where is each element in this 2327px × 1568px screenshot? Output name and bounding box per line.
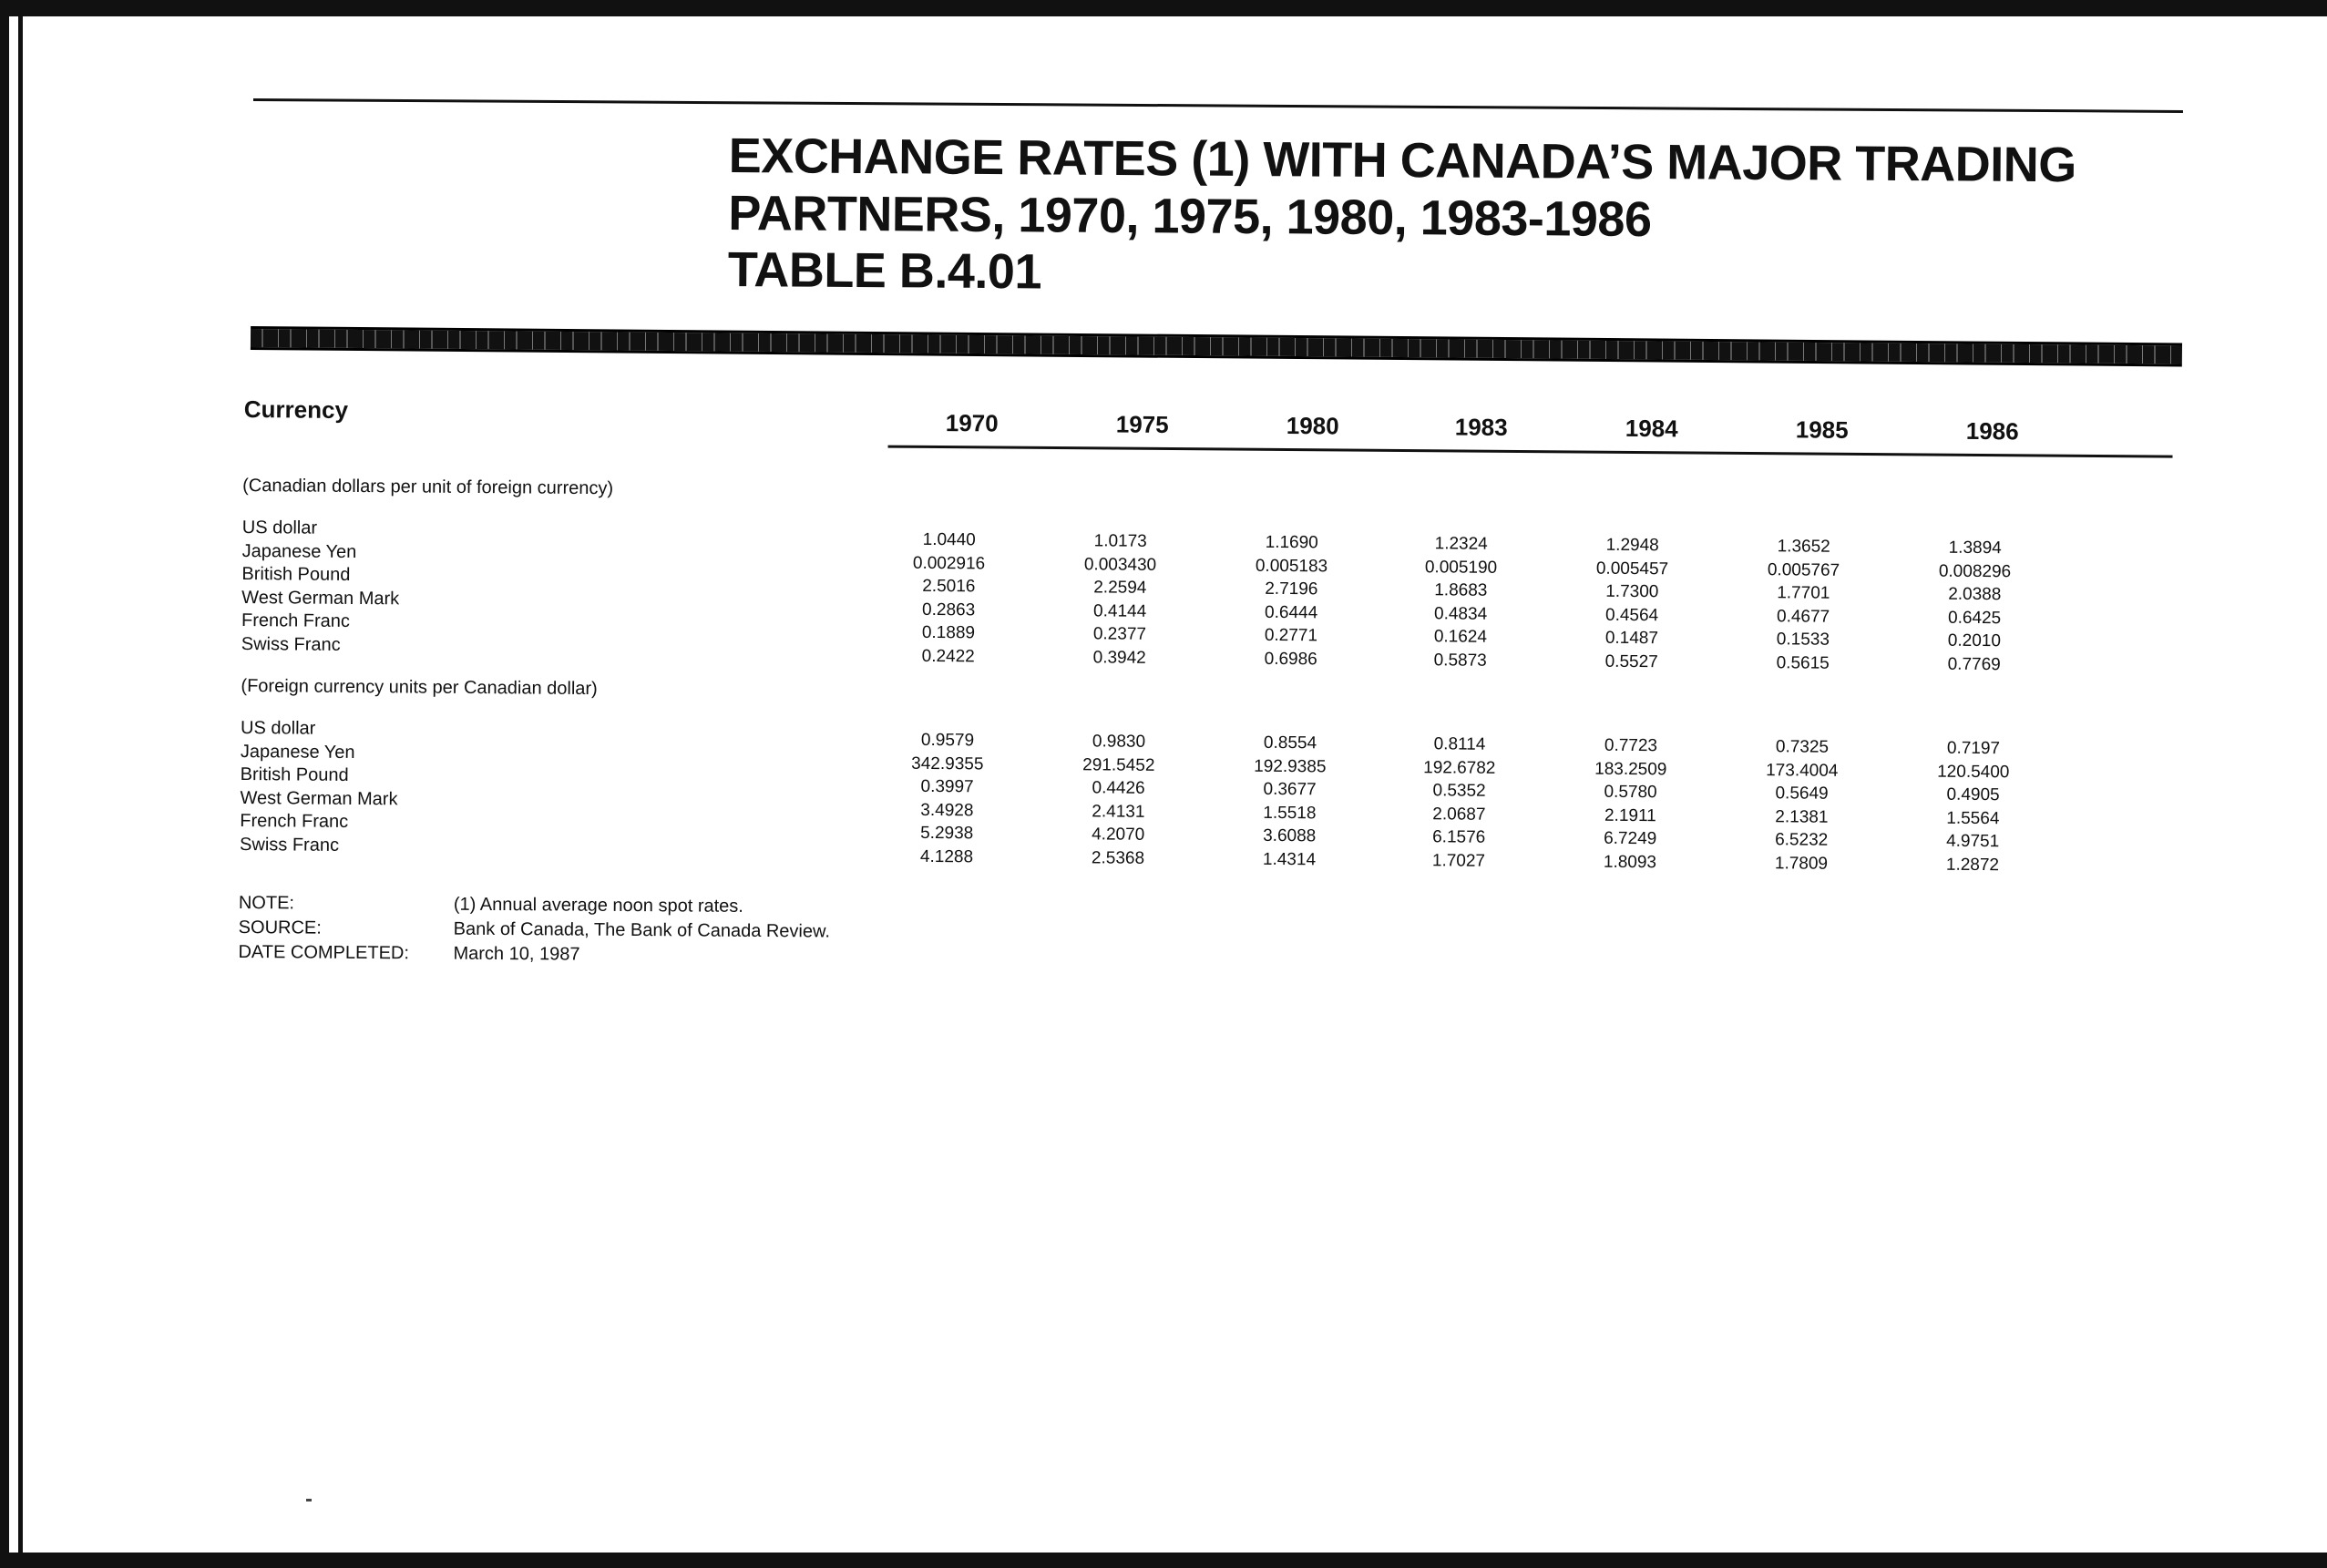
row-label: French Franc <box>241 610 351 632</box>
table-cell: 0.1533 <box>1776 630 1830 651</box>
table-cell: 1.7027 <box>1431 851 1486 871</box>
table-cell: 173.4004 <box>1766 760 1839 781</box>
table-cell: 1.2324 <box>1434 534 1488 554</box>
table-cell: 2.7196 <box>1265 579 1318 600</box>
table-cell: 1.3894 <box>1948 538 2002 559</box>
table-cell: 1.0440 <box>922 529 976 550</box>
table-cell: 120.5400 <box>1937 762 2010 782</box>
year-header-1983: 1983 <box>1454 413 1508 441</box>
table-cell: 2.1381 <box>1775 807 1829 827</box>
row-label: West German Mark <box>241 587 400 610</box>
note-text: (1) Annual average noon spot rates. <box>453 894 743 917</box>
table-cell: 291.5452 <box>1082 754 1155 775</box>
table-cell: 183.2509 <box>1594 759 1667 779</box>
table-cell: 2.2594 <box>1093 578 1147 598</box>
table-cell: 1.3652 <box>1777 537 1830 557</box>
table-cell: 2.5368 <box>1091 848 1145 868</box>
section-label: (Canadian dollars per unit of foreign currency) <box>242 476 614 499</box>
table-cell: 6.5232 <box>1775 830 1829 851</box>
table-cell: 0.1624 <box>1433 627 1488 648</box>
note-text: March 10, 1987 <box>453 943 580 965</box>
table-cell: 3.6088 <box>1263 826 1317 846</box>
table-cell: 1.5518 <box>1263 803 1317 824</box>
table-cell: 0.008296 <box>1938 561 2012 581</box>
table-cell: 0.7723 <box>1604 735 1658 756</box>
decorative-band <box>251 326 2182 366</box>
year-header-1980: 1980 <box>1286 412 1339 440</box>
row-label: West German Mark <box>240 787 398 810</box>
exchange-rate-table <box>238 392 2182 899</box>
row-label: British Pound <box>240 764 349 786</box>
table-cell: 4.9751 <box>1946 832 2000 852</box>
table-cell: 0.2377 <box>1092 624 1147 645</box>
table-cell: 1.4314 <box>1262 849 1317 870</box>
table-cell: 4.2070 <box>1092 825 1145 845</box>
section-label: (Foreign currency units per Canadian dollar) <box>241 676 598 700</box>
row-label: Japanese Yen <box>240 741 355 763</box>
row-label: US dollar <box>241 518 318 538</box>
year-header-1985: 1985 <box>1795 415 1849 444</box>
table-cell: 0.7197 <box>1946 738 2001 759</box>
table-cell: 0.005190 <box>1424 557 1498 578</box>
table-cell: 1.2872 <box>1945 855 2000 876</box>
table-cell: 0.9579 <box>920 730 975 751</box>
row-label: British Pound <box>241 564 351 586</box>
table-cell: 0.005767 <box>1767 559 1840 580</box>
table-cell: 5.2938 <box>920 824 974 844</box>
page-title <box>728 128 2076 308</box>
table-cell: 0.003430 <box>1083 554 1157 575</box>
table-cell: 1.2948 <box>1605 535 1659 556</box>
table-cell: 0.4564 <box>1604 605 1659 626</box>
top-rule <box>253 98 2183 113</box>
table-cell: 0.4426 <box>1092 778 1145 798</box>
year-header-1970: 1970 <box>945 409 999 437</box>
scan-edge-left-inner <box>18 16 23 1556</box>
scan-edge-bottom <box>0 1553 2327 1568</box>
table-cell: 0.2422 <box>921 646 975 667</box>
table-cell: 2.4131 <box>1092 802 1145 822</box>
table-cell: 2.1911 <box>1604 805 1656 826</box>
scan-speck <box>306 1499 312 1501</box>
scan-edge-top <box>0 0 2327 16</box>
table-cell: 2.0388 <box>1948 584 2002 605</box>
note-label: SOURCE: <box>238 917 322 938</box>
year-header-1986: 1986 <box>1965 416 2019 446</box>
table-cell: 1.7809 <box>1774 854 1829 874</box>
year-header-1984: 1984 <box>1625 414 1678 443</box>
table-cell: 0.7769 <box>1947 654 2001 675</box>
title-line-1: EXCHANGE RATES (1) WITH CANADA’S MAJOR TRADING <box>728 128 2077 193</box>
table-cell: 0.4834 <box>1433 604 1488 624</box>
scan-edge-left <box>0 0 9 1568</box>
table-cell: 0.9830 <box>1092 732 1146 752</box>
table-cell: 0.3942 <box>1092 648 1146 668</box>
table-cell: 0.5780 <box>1604 782 1657 803</box>
row-label: Swiss Franc <box>241 634 341 655</box>
notes-block <box>238 891 831 965</box>
table-cell: 1.8683 <box>1434 580 1488 600</box>
year-header-1975: 1975 <box>1115 410 1169 438</box>
table-cell: 0.3677 <box>1263 780 1317 800</box>
row-label: US dollar <box>241 718 316 739</box>
table-cell: 0.8114 <box>1433 734 1486 754</box>
table-cell: 0.1889 <box>921 623 976 643</box>
note-label: NOTE: <box>238 892 295 914</box>
table-cell: 0.6425 <box>1947 608 2002 628</box>
table-cell: 4.1288 <box>919 846 974 867</box>
table-cell: 1.8093 <box>1603 852 1657 873</box>
currency-header: Currency <box>243 395 349 424</box>
table-cell: 192.9385 <box>1254 756 1327 776</box>
table-cell: 6.1576 <box>1432 827 1486 848</box>
table-cell: 0.6986 <box>1264 649 1317 670</box>
table-cell: 0.5873 <box>1433 651 1487 671</box>
note-label: DATE COMPLETED: <box>238 941 410 964</box>
note-text: Bank of Canada, The Bank of Canada Review. <box>453 918 831 942</box>
row-label: Swiss Franc <box>240 835 340 856</box>
row-label: Japanese Yen <box>241 540 357 562</box>
table-cell: 0.2010 <box>1947 631 2002 651</box>
table-cell: 0.3997 <box>920 777 974 797</box>
table-cell: 0.5527 <box>1604 651 1658 672</box>
table-cell: 0.4144 <box>1092 601 1147 621</box>
table-cell: 3.4928 <box>920 800 974 821</box>
table-cell: 0.5615 <box>1776 653 1830 673</box>
row-label: French Franc <box>240 811 349 833</box>
table-cell: 2.5016 <box>922 577 976 597</box>
table-cell: 1.1690 <box>1265 532 1318 553</box>
table-cell: 0.5649 <box>1775 784 1829 804</box>
table-cell: 0.7325 <box>1775 737 1830 757</box>
table-cell: 1.7701 <box>1777 583 1830 603</box>
table-cell: 0.2863 <box>921 600 976 620</box>
table-cell: 1.0173 <box>1093 531 1147 551</box>
table-cell: 192.6782 <box>1423 757 1496 778</box>
table-cell: 0.4677 <box>1776 607 1830 627</box>
header-rule <box>888 446 2173 458</box>
table-cell: 0.5352 <box>1432 781 1486 801</box>
table-cell: 0.8554 <box>1263 733 1317 753</box>
table-cell: 0.005457 <box>1595 559 1669 579</box>
title-line-2: PARTNERS, 1970, 1975, 1980, 1983-1986 <box>728 185 1652 247</box>
table-cell: 1.7300 <box>1605 581 1659 602</box>
table-cell: 0.002916 <box>912 553 986 574</box>
table-cell: 0.6444 <box>1264 602 1318 623</box>
table-cell: 0.005183 <box>1255 556 1328 576</box>
table-cell: 0.1487 <box>1604 629 1659 649</box>
table-cell: 1.5564 <box>1946 808 2000 828</box>
table-cell: 342.9355 <box>911 753 984 774</box>
table-cell: 0.2771 <box>1264 626 1318 646</box>
title-line-3: TABLE B.4.01 <box>727 242 1042 300</box>
table-cell: 6.7249 <box>1604 829 1657 849</box>
table-cell: 0.4905 <box>1946 784 2000 805</box>
table-cell: 2.0687 <box>1432 804 1486 825</box>
